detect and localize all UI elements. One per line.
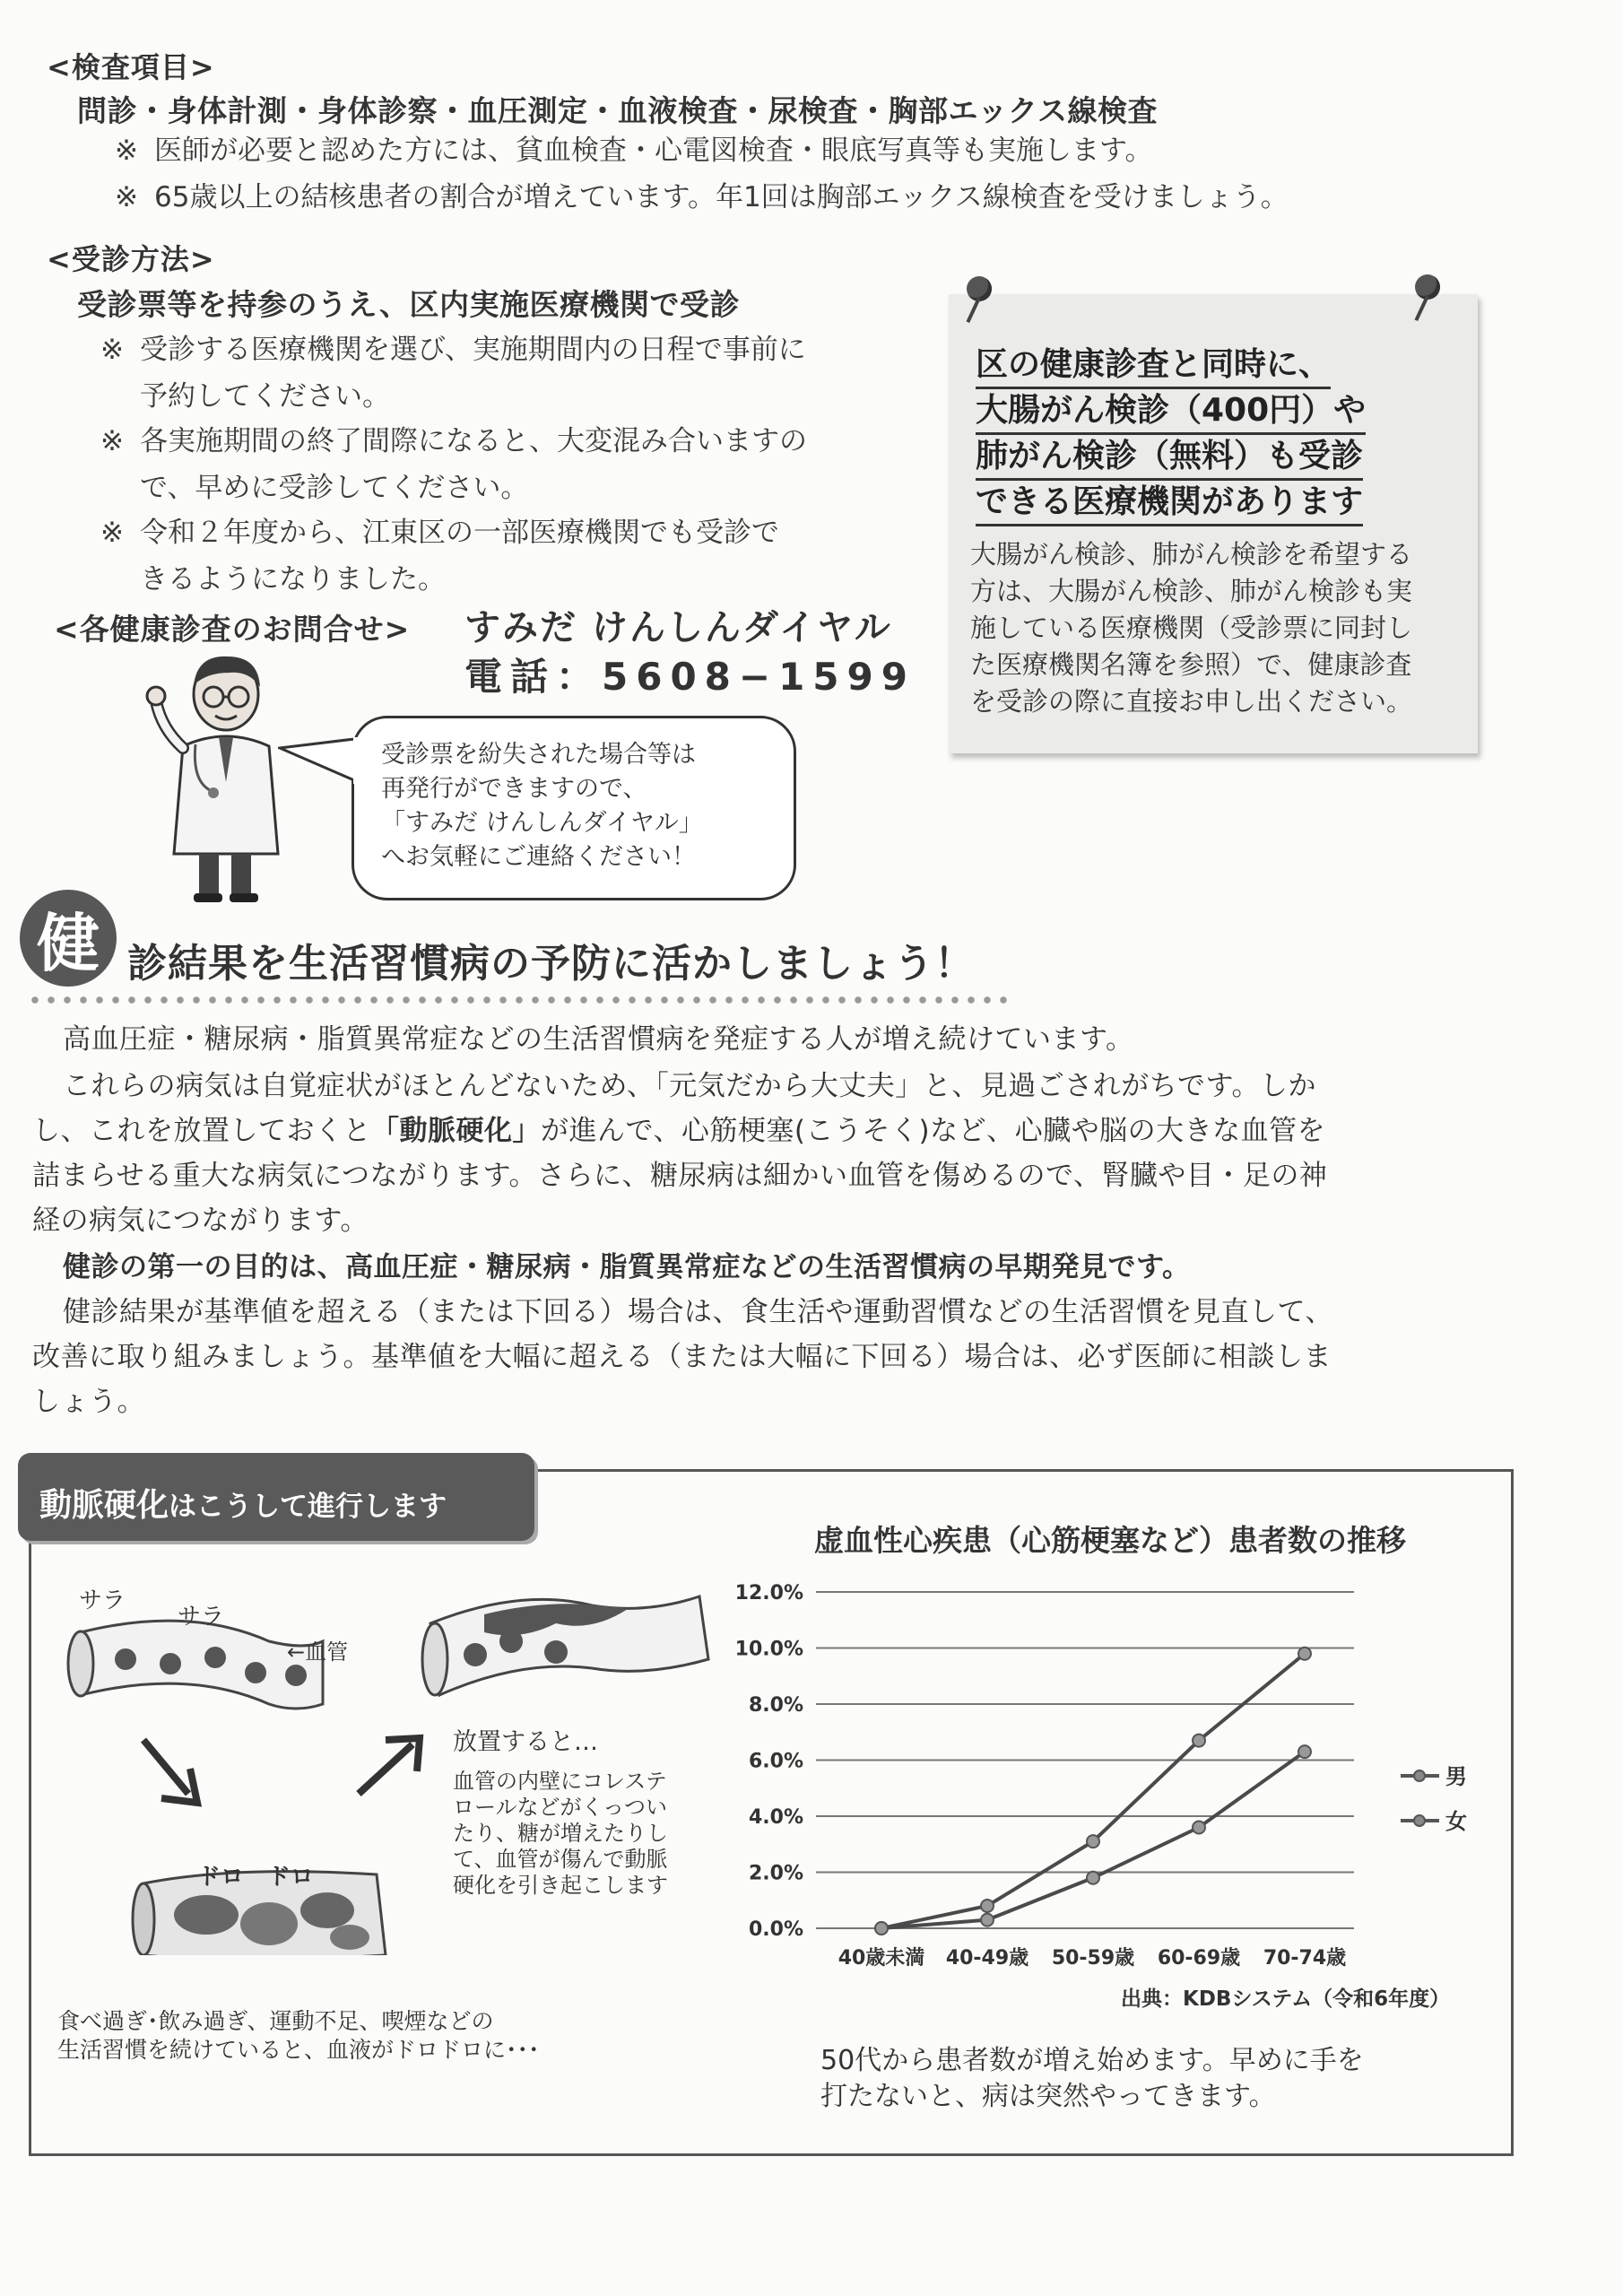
exam-items-list: 問診・身体計測・身体診察・血圧測定・血液検査・尿検査・胸部エックス線検査 [77, 93, 1159, 128]
body-p4-line1: 健診結果が基準値を超える（または下回る）場合は、食生活や運動習慣などの生活習慣を見直して、 [63, 1296, 1333, 1328]
data-point-female [981, 1914, 994, 1926]
visit-note-1: ※ 受診する医療機関を選び、実施期間内の日程で事前に 予約してください。 [100, 334, 806, 413]
data-point-male [1298, 1648, 1311, 1660]
pushpin-icon [1415, 274, 1440, 300]
visit-note-3: ※ 令和２年度から、江東区の一部医療機関でも受診で きるようになりました。 [100, 517, 779, 596]
chart-title: 虚血性心疾患（心筋梗塞など）患者数の推移 [814, 1523, 1406, 1558]
visit-note-2: ※ 各実施期間の終了間際になると、大変混み合いますの で、早めに受診してください。 [100, 425, 807, 504]
speech-bubble [352, 716, 796, 900]
y-tick-label: 10.0% [735, 1638, 803, 1661]
arteriosclerosis-tab: 動脈硬化はこうして進行します [18, 1453, 534, 1541]
body-p4-line2: 改善に取り組みましょう。基準値を大幅に超える（または大幅に下回る）場合は、必ず医師に相談しま [32, 1341, 1332, 1373]
body-p2-line2: し、これを放置しておくと「動脈硬化」が進んで、心筋梗塞(こうそく)など、心臓や脳の大きな血管を [32, 1115, 1326, 1147]
data-point-female [875, 1922, 888, 1935]
pinned-note-body: 大腸がん検診、肺がん検診を希望する 方は、大腸がん検診、肺がん検診も実 施している医療機関（受診票に同封し た医療機関名簿を参照）で、健康診査 を受診の際に直接お申し出ください。 [970, 539, 1413, 717]
pinned-note-title: 区の健康診査と同時に、 大腸がん検診（400円）や 肺がん検診（無料）も受診 できる医療機関があります [976, 344, 1460, 526]
exam-items-heading: <検査項目> [47, 50, 215, 84]
neglect-note: 血管の内壁にコレステ ロールなどがくっつい たり、糖が増えたりし て、血管が傷んで動脈 硬化を引き起こします [453, 1769, 668, 1898]
note-mark: ※ [115, 181, 138, 213]
ischemic-heart-disease-chart [735, 1570, 1506, 1991]
body-p2-line3: 詰まらせる重大な病気につながります。さらに、糖尿病は細かい血管を傷めるので、腎臓や目・足の神 [32, 1160, 1328, 1192]
legend-male-label: 男 [1445, 1764, 1467, 1789]
body-p4-line3: しょう。 [32, 1386, 145, 1418]
neglect-label: 放置すると… [453, 1728, 598, 1756]
contact-phone[interactable]: 電話：5608−1599 [464, 655, 916, 699]
data-point-female [1087, 1872, 1099, 1884]
chart-source: 出典：KDBシステム（令和6年度） [1121, 1987, 1451, 2011]
data-point-male [981, 1900, 994, 1912]
x-tick-label: 70-74歳 [1263, 1947, 1347, 1970]
sara-label-2: サラ [178, 1604, 225, 1631]
data-point-female [1193, 1822, 1205, 1834]
legend-female-marker [1414, 1815, 1425, 1826]
x-tick-label: 40-49歳 [945, 1947, 1029, 1970]
ken-circle-icon: 健 [20, 890, 117, 987]
data-point-female [1298, 1745, 1311, 1758]
x-tick-label: 60-69歳 [1157, 1947, 1241, 1970]
habits-note: 食べ過ぎ･飲み過ぎ、運動不足、喫煙などの 生活習慣を続けていると、血液がドロドロに･･･ [57, 2008, 540, 2063]
y-tick-label: 8.0% [748, 1694, 803, 1717]
legend-male-marker [1414, 1770, 1425, 1781]
pinned-note-card [949, 294, 1478, 753]
x-tick-label: 40歳未満 [838, 1947, 925, 1970]
legend-female-label: 女 [1445, 1809, 1467, 1834]
visit-method-heading: <受診方法> [47, 242, 215, 276]
note-mark: ※ [115, 135, 138, 167]
contact-name: すみだ けんしんダイヤル [464, 607, 892, 648]
speech-bubble-text: 受診票を紛失された場合等は 再発行ができますので、 「すみだ けんしんダイヤル」 へお気軽にご連絡ください！ [381, 741, 703, 871]
vessel-illustration [54, 1578, 735, 1955]
y-tick-label: 0.0% [748, 1918, 803, 1941]
series-line-male [881, 1654, 1305, 1928]
visit-method-lead: 受診票等を持参のうえ、区内実施医療機関で受診 [77, 287, 740, 322]
contact-heading: <各健康診査のお問合せ> [54, 612, 411, 647]
sara-label-1: サラ [79, 1587, 126, 1614]
doro-label: ドロ ドロ [197, 1864, 315, 1891]
speech-bubble-tail [278, 730, 359, 793]
y-tick-label: 12.0% [735, 1582, 803, 1605]
chart-caption: 50代から患者数が増え始めます。早めに手を 打たないと、病は突然やってきます。 [820, 2045, 1364, 2112]
body-p1: 高血圧症・糖尿病・脂質異常症などの生活習慣病を発症する人が増え続けています。 [63, 1023, 1134, 1056]
exam-note-1: ※ 医師が必要と認めた方には、貧血検査・心電図検査・眼底写真等も実施します。 [115, 127, 1153, 174]
y-tick-label: 2.0% [748, 1862, 803, 1885]
y-tick-label: 4.0% [748, 1806, 803, 1829]
data-point-male [1193, 1735, 1205, 1747]
vessel-label: ←血管 [287, 1639, 349, 1665]
dotted-divider [27, 996, 1013, 1004]
body-p2-line4: 経の病気につながります。 [32, 1205, 369, 1237]
data-point-male [1087, 1835, 1099, 1848]
x-tick-label: 50-59歳 [1051, 1947, 1135, 1970]
section-title: 診結果を生活習慣病の予防に活かしましょう！ [127, 941, 975, 987]
body-p3: 健診の第一の目的は、高血圧症・糖尿病・脂質異常症などの生活習慣病の早期発見です。 [63, 1251, 1191, 1283]
pushpin-icon [967, 276, 992, 301]
y-tick-label: 6.0% [748, 1750, 803, 1773]
body-p2-line1: これらの病気は自覚症状がほとんどないため、「元気だから大丈夫」と、見過ごされがちです。しか [63, 1070, 1316, 1102]
exam-note-2: ※ 65歳以上の結核患者の割合が増えています。年1回は胸部エックス線検査を受けましょう。 [115, 174, 1289, 221]
